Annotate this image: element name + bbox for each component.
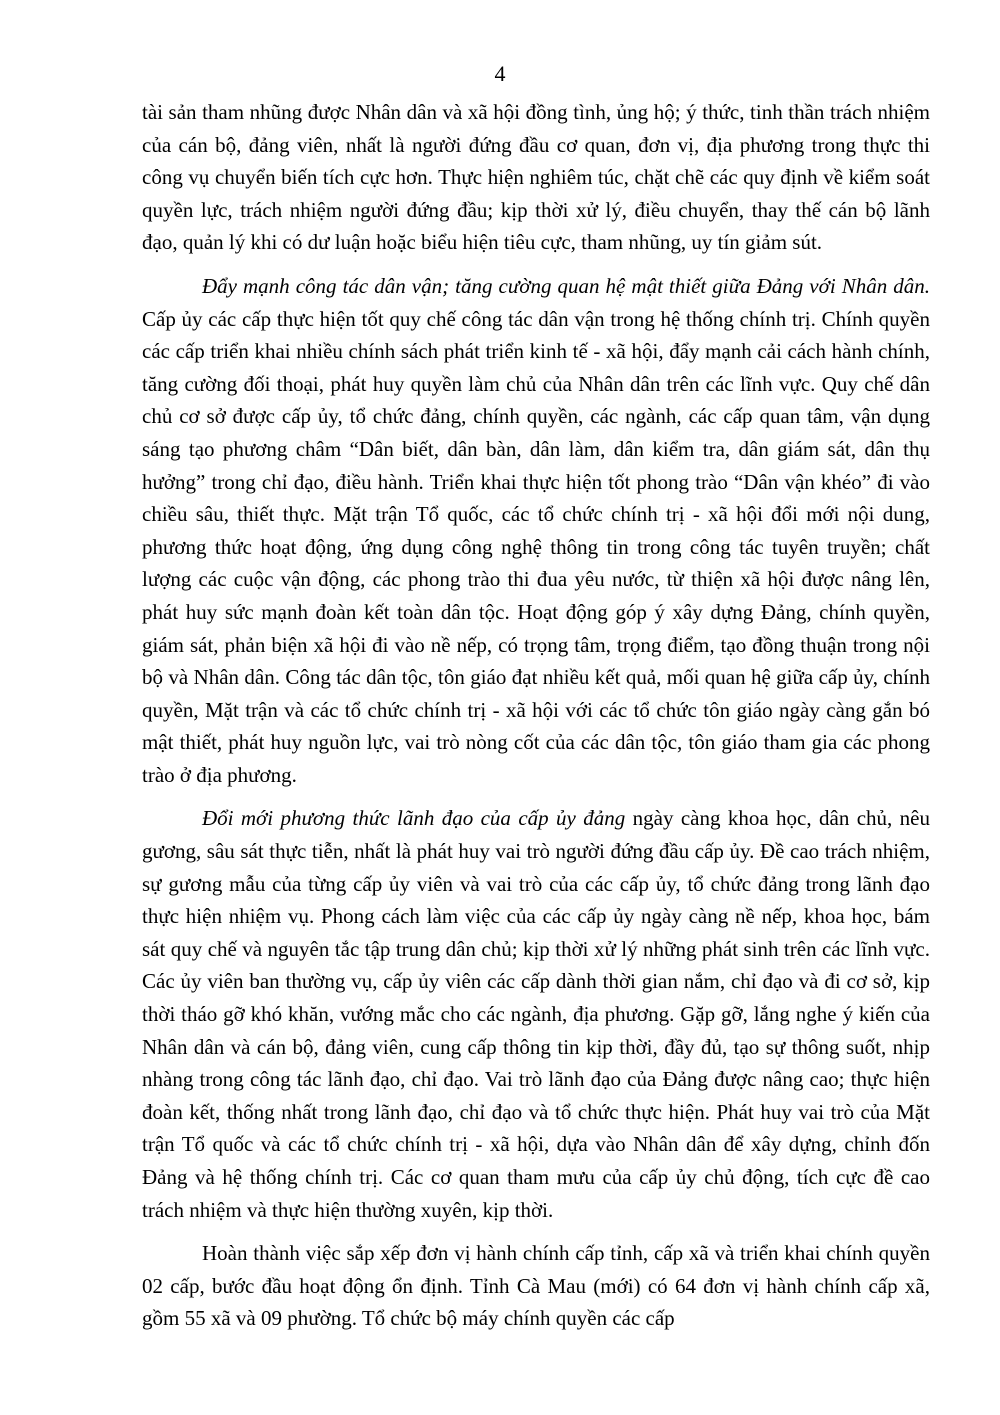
paragraph-text: ngày càng khoa học, dân chủ, nêu gương, sâu sát thực tiễn, nhất là phát huy vai trò người đứng đầu cấp ủy. Đề cao trách nhiệm, sự gương mẫu của từng cấp ủy viên và vai trò của các cấp ủy, tổ chức đảng trong lãnh đạo thực hiện nhiệm vụ. Phong cách làm việc của các cấp ủy ngày càng nề nếp, khoa học, bám sát quy chế và nguyên tắc tập trung dân chủ; kịp thời xử lý những phát sinh trên các lĩnh vực. Các ủy viên ban thường vụ, cấp ủy viên các cấp dành thời gian nắm, chỉ đạo và đi cơ sở, kịp thời tháo gỡ khó khăn, vướng mắc cho các ngành, địa phương. Gặp gỡ, lắng nghe ý kiến của Nhân dân và cán bộ, đảng viên, cung cấp thông tin kịp thời, đầy đủ, tạo sự thông suốt, nhịp nhàng trong công tác lãnh đạo, chỉ đạo. Vai trò lãnh đạo của Đảng được nâng cao; thực hiện đoàn kết, thống nhất trong lãnh đạo, chỉ đạo và tổ chức thực hiện. Phát huy vai trò của Mặt trận Tổ quốc và các tổ chức chính trị - xã hội, dựa vào Nhân dân để xây dựng, chỉnh đốn Đảng và hệ thống chính trị. Các cơ quan tham mưu của cấp ủy chủ động, tích cực đề cao trách nhiệm và thực hiện thường xuyên, kịp thời. (142, 806, 930, 1222)
document-body (142, 96, 930, 1346)
paragraph-dan-van (142, 270, 930, 792)
paragraph-lead-italic: Đổi mới phương thức lãnh đạo của cấp ủy đảng (202, 806, 626, 831)
paragraph-continuation (142, 96, 930, 259)
paragraph-phuong-thuc-lanh-dao (142, 802, 930, 1226)
paragraph-text: Cấp ủy các cấp thực hiện tốt quy chế công tác dân vận trong hệ thống chính trị. Chính quyền các cấp triển khai nhiều chính sách phát triển kinh tế - xã hội, đẩy mạnh cải cách hành chính, tăng cường đối thoại, phát huy quyền làm chủ của Nhân dân trên các lĩnh vực. Quy chế dân chủ cơ sở được cấp ủy, tổ chức đảng, chính quyền, các ngành, các cấp quan tâm, vận dụng sáng tạo phương châm “Dân biết, dân bàn, dân làm, dân kiểm tra, dân giám sát, dân thụ hưởng” trong chỉ đạo, điều hành. Triển khai thực hiện tốt phong trào “Dân vận khéo” đi vào chiều sâu, thiết thực. Mặt trận Tổ quốc, các tổ chức chính trị - xã hội đổi mới nội dung, phương thức hoạt động, ứng dụng công nghệ thông tin trong công tác tuyên truyền; chất lượng các cuộc vận động, các phong trào thi đua yêu nước, từ thiện xã hội được nâng lên, phát huy sức mạnh đoàn kết toàn dân tộc. Hoạt động góp ý xây dựng Đảng, chính quyền, giám sát, phản biện xã hội đi vào nề nếp, có trọng tâm, trọng điểm, tạo đồng thuận trong nội bộ và Nhân dân. Công tác dân tộc, tôn giáo đạt nhiều kết quả, mối quan hệ giữa cấp ủy, chính quyền, Mặt trận và các tổ chức chính trị - xã hội với các tổ chức tôn giáo ngày càng gắn bó mật thiết, phát huy nguồn lực, vai trò nòng cốt của các dân tộc, tôn giáo tham gia các phong trào ở địa phương. (142, 306, 930, 787)
paragraph-text: tài sản tham nhũng được Nhân dân và xã hội đồng tình, ủng hộ; ý thức, tinh thần trách nhiệm của cán bộ, đảng viên, nhất là người đứng đầu cơ quan, đơn vị, địa phương trong thực thi công vụ chuyển biến tích cực hơn. Thực hiện nghiêm túc, chặt chẽ các quy định về kiểm soát quyền lực, trách nhiệm người đứng đầu; kịp thời xử lý, điều chuyển, thay thế cán bộ lãnh đạo, quản lý khi có dư luận hoặc biểu hiện tiêu cực, tham nhũng, uy tín giảm sút. (142, 100, 930, 255)
paragraph-sap-xep-don-vi (142, 1237, 930, 1335)
paragraph-text: Hoàn thành việc sắp xếp đơn vị hành chính cấp tỉnh, cấp xã và triển khai chính quyền 02 cấp, bước đầu hoạt động ổn định. Tỉnh Cà Mau (mới) có 64 đơn vị hành chính cấp xã, gồm 55 xã và 09 phường. Tổ chức bộ máy chính quyền các cấp (142, 1241, 930, 1331)
page-number: 4 (494, 61, 506, 86)
paragraph-lead-italic: Đẩy mạnh công tác dân vận; tăng cường quan hệ mật thiết giữa Đảng với Nhân dân. (202, 273, 930, 298)
